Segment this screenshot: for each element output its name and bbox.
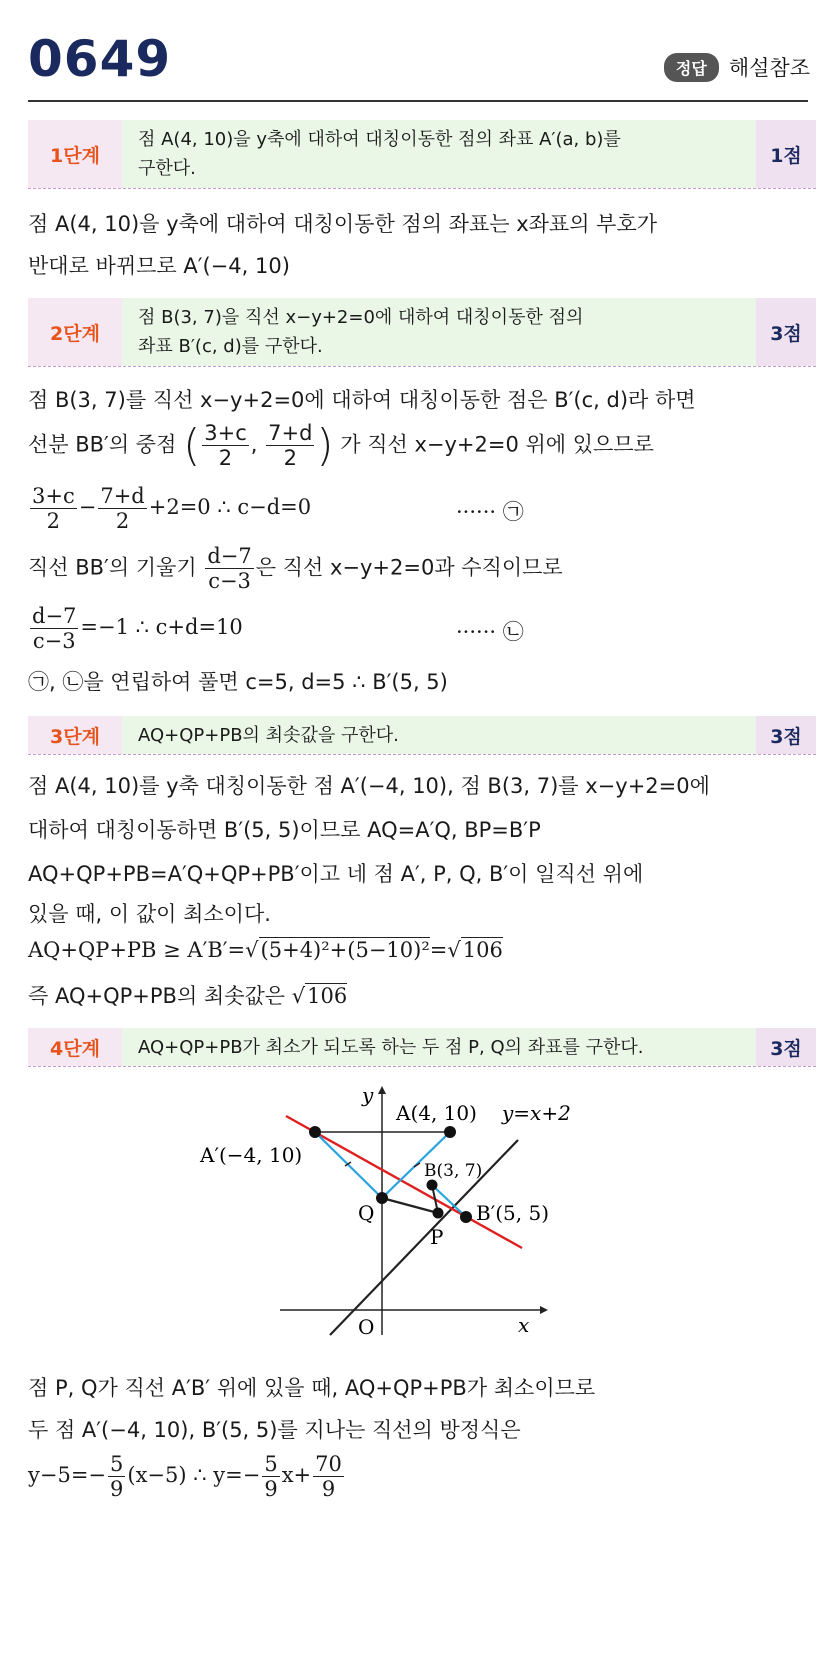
radicand: (5+4)²+(5−10)² bbox=[260, 938, 430, 962]
step-desc-line: 점 A(4, 10)을 y축에 대하여 대칭이동한 점의 좌표 A′(a, b)를 bbox=[138, 129, 621, 150]
step-desc-line: 구한다. bbox=[138, 158, 196, 179]
text: − bbox=[78, 495, 97, 519]
equation-2 bbox=[28, 604, 548, 653]
text: =−1 ∴ c+d=10 bbox=[80, 615, 243, 639]
text-line: ㉠, ㉡을 연립하여 풀면 c=5, d=5 ∴ B′(5, 5) bbox=[28, 670, 448, 694]
text-line: 점 A(4, 10)를 y축 대칭이동한 점 A′(−4, 10), 점 B(3, 7)를 x−y+2=0에 bbox=[28, 774, 710, 798]
text-line: 대하여 대칭이동하면 B′(5, 5)이므로 AQ=A′Q, BP=B′P bbox=[28, 818, 541, 842]
step-score: 1점 bbox=[756, 120, 816, 188]
step-description bbox=[122, 298, 756, 366]
text: 선분 BB′의 중점 bbox=[28, 432, 177, 457]
point-Q bbox=[376, 1192, 388, 1204]
text: 직선 BB′의 기울기 bbox=[28, 555, 197, 580]
text: 가 직선 x−y+2=0 위에 있으므로 bbox=[340, 432, 654, 457]
point-A bbox=[444, 1126, 456, 1138]
step-desc-line: 점 B(3, 7)을 직선 x−y+2=0에 대하여 대칭이동한 점의 bbox=[138, 307, 584, 328]
text-line: 반대로 바뀌므로 A′(−4, 10) bbox=[28, 254, 290, 278]
step-3-box bbox=[28, 716, 816, 755]
label-A: A(4, 10) bbox=[396, 1101, 477, 1125]
label-P: P bbox=[430, 1225, 444, 1249]
text: 은 직선 x−y+2=0과 수직이므로 bbox=[255, 555, 563, 580]
point-B bbox=[427, 1180, 438, 1191]
step-label: 3단계 bbox=[28, 716, 122, 754]
label-B: B(3, 7) bbox=[424, 1161, 483, 1181]
fraction: $\frac{d-7}{c-3}$ bbox=[32, 604, 77, 653]
line-AprimeBprime bbox=[286, 1116, 522, 1248]
step-2-box bbox=[28, 298, 816, 367]
point-P bbox=[433, 1208, 444, 1219]
slope-line bbox=[28, 544, 563, 593]
text: +2=0 ∴ c−d=0 bbox=[148, 495, 312, 519]
y-axis-arrow bbox=[378, 1086, 386, 1094]
x-axis-label: x bbox=[518, 1313, 530, 1337]
minimum-value-line bbox=[28, 980, 347, 1010]
x-axis-arrow bbox=[540, 1306, 548, 1314]
step-desc-line: 좌표 B′(c, d)를 구한다. bbox=[138, 336, 323, 357]
answer-badge: 정답 bbox=[664, 53, 719, 82]
header-divider bbox=[28, 100, 808, 102]
label-Bprime: B′(5, 5) bbox=[476, 1201, 550, 1225]
point-Bprime bbox=[460, 1211, 472, 1223]
step-score: 3점 bbox=[756, 1028, 816, 1066]
label-Q: Q bbox=[358, 1201, 375, 1225]
point-Aprime bbox=[309, 1126, 321, 1138]
equation-tag: ······ ㉠ bbox=[456, 500, 524, 524]
step-label: 2단계 bbox=[28, 298, 122, 366]
radicand: 106 bbox=[307, 984, 348, 1008]
paren: ) bbox=[316, 420, 334, 471]
answer-reference-text: 해설참조 bbox=[728, 56, 810, 80]
equation-tag: ······ ㉡ bbox=[456, 620, 524, 644]
step-description bbox=[122, 1028, 756, 1066]
step-label: 1단계 bbox=[28, 120, 122, 188]
step-1-box bbox=[28, 120, 816, 189]
step-desc-line: AQ+QP+PB가 최소가 되도록 하는 두 점 P, Q의 좌표를 구한다. bbox=[138, 1036, 644, 1058]
segment-QP bbox=[382, 1198, 438, 1213]
text-line: 점 P, Q가 직선 A′B′ 위에 있을 때, AQ+QP+PB가 최소이므로 bbox=[28, 1376, 596, 1400]
inequality-line bbox=[28, 938, 503, 962]
fraction: $\frac{70}{9}$ bbox=[315, 1452, 342, 1501]
text: 즉 AQ+QP+PB의 최솟값은 √ bbox=[28, 984, 306, 1008]
text-line: AQ+QP+PB=A′Q+QP+PB′이고 네 점 A′, P, Q, B′이 일직선 위에 bbox=[28, 862, 644, 886]
label-line: y=x+2 bbox=[502, 1101, 571, 1125]
fraction: $\frac{7+d}{2}$ bbox=[268, 421, 313, 470]
text: (x−5) ∴ y=− bbox=[127, 1463, 261, 1487]
step-desc-line: AQ+QP+PB의 최솟값을 구한다. bbox=[138, 724, 399, 746]
answer-reference bbox=[664, 52, 810, 82]
step-score: 3점 bbox=[756, 716, 816, 754]
coordinate-diagram bbox=[190, 1070, 610, 1340]
text: x+ bbox=[281, 1463, 312, 1487]
fraction: $\frac{7+d}{2}$ bbox=[100, 484, 145, 533]
problem-number: 0649 bbox=[28, 30, 172, 88]
radicand: 106 bbox=[462, 938, 503, 962]
step-description bbox=[122, 120, 756, 188]
midpoint-line: 선분 BB′의 중점 ( $\frac{3+c}{2}$ , $\frac{7+d}{2}$ ) 가 직선 x−y+2=0 위에 있으므로 bbox=[28, 420, 654, 471]
text-line: 점 B(3, 7)를 직선 x−y+2=0에 대하여 대칭이동한 점은 B′(c, d)라 하면 bbox=[28, 388, 696, 412]
text-line: 두 점 A′(−4, 10), B′(5, 5)를 지나는 직선의 방정식은 bbox=[28, 1418, 521, 1442]
text: AQ+QP+PB ≥ A′B′=√ bbox=[28, 938, 259, 962]
origin-label: O bbox=[358, 1315, 375, 1339]
step-label: 4단계 bbox=[28, 1028, 122, 1066]
fraction: $\frac{3+c}{2}$ bbox=[204, 421, 247, 470]
text: y−5=− bbox=[28, 1463, 107, 1487]
text-line: 점 A(4, 10)을 y축에 대하여 대칭이동한 점의 좌표는 x좌표의 부호가 bbox=[28, 212, 658, 236]
fraction: $\frac{3+c}{2}$ bbox=[32, 484, 75, 533]
fraction: $\frac{5}{9}$ bbox=[264, 1452, 278, 1501]
paren: ( bbox=[183, 420, 201, 471]
step-description bbox=[122, 716, 756, 754]
step-4-box bbox=[28, 1028, 816, 1067]
fraction: $\frac{5}{9}$ bbox=[110, 1452, 124, 1501]
text-line: 있을 때, 이 값이 최소이다. bbox=[28, 902, 271, 926]
text: =√ bbox=[429, 938, 461, 962]
equation-1 bbox=[28, 484, 548, 533]
step-score: 3점 bbox=[756, 298, 816, 366]
label-Aprime: A′(−4, 10) bbox=[200, 1143, 303, 1167]
fraction: $\frac{d-7}{c-3}$ bbox=[207, 544, 252, 593]
line-equation bbox=[28, 1452, 346, 1501]
y-axis-label: y bbox=[362, 1083, 374, 1107]
